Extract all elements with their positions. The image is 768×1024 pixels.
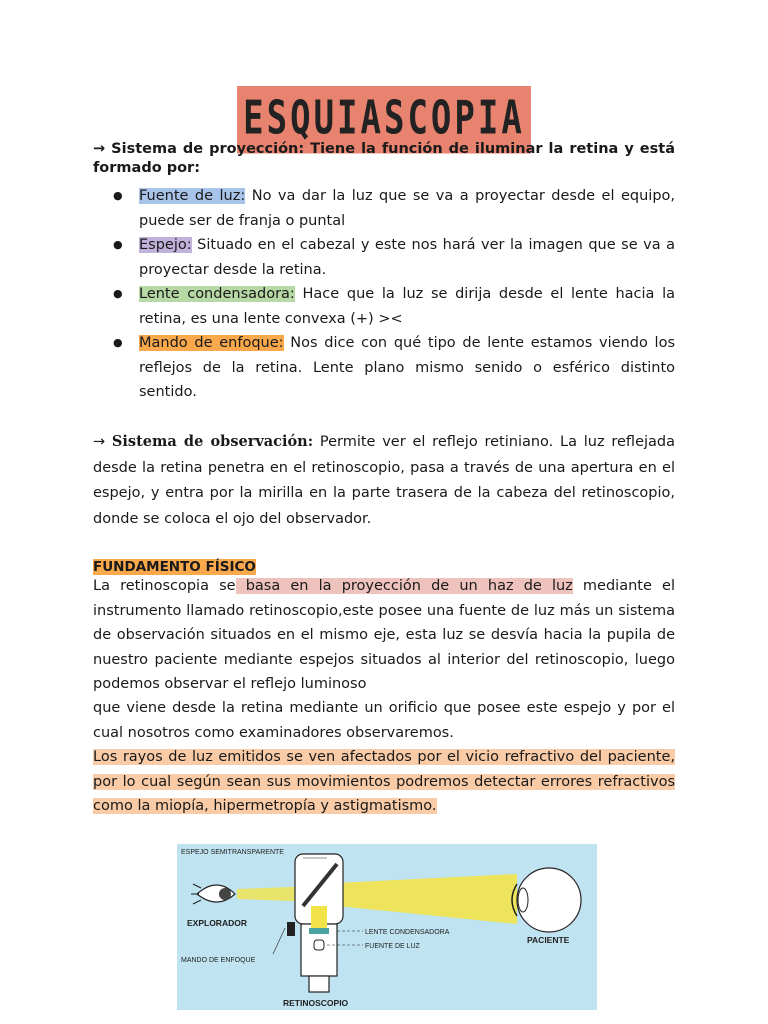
bulb-icon: [314, 940, 324, 950]
fundamento-paragraph-3: [93, 745, 675, 819]
list-item: [93, 184, 675, 233]
label-lente: LENTE CONDENSADORA: [365, 929, 450, 936]
proyeccion-lead: [93, 140, 675, 178]
list-item: [93, 233, 675, 282]
label-fuente: FUENTE DE LUZ: [365, 943, 420, 950]
label-espejo: ESPEJO SEMITRANSPARENTE: [181, 849, 284, 856]
item-term: Fuente de luz:: [139, 188, 246, 204]
observacion-paragraph: [93, 429, 675, 532]
explorer-eye-icon: [191, 884, 235, 904]
inner-beam: [311, 906, 327, 928]
observacion-text: Permite ver el reflejo retiniano. La luz reflejada desde la retina penetra en el retinoscopio, pasa a través de una apertura en el espejo, y entra por la mirilla en la parte trasera de la cabeza del retinoscopio, donde se coloca el ojo del observador.: [93, 434, 675, 527]
title-wrap: [0, 86, 768, 146]
diagram-svg: [177, 844, 597, 1010]
label-explorador: EXPLORADOR: [187, 918, 247, 928]
p1-rest: mediante el instrumento llamado retinoscopio,este posee una fuente de luz más un sistema de observación situados en el mismo eje, esta luz se desvía hacia la pupila de nuestro paciente mediante espejos situados al interior del retinoscopio, luego podemos observar el reflejo luminoso: [93, 578, 675, 692]
light-beam: [317, 874, 517, 924]
proyeccion-lead-text: → Sistema de proyección: Tiene la función de iluminar la retina y está formado por:: [93, 141, 675, 176]
list-item: [93, 331, 675, 405]
patient-eye-icon: [512, 868, 581, 932]
condenser-lens: [309, 928, 329, 934]
list-item: [93, 282, 675, 331]
observacion-term: Sistema de observación:: [111, 433, 314, 450]
p2-text: que viene desde la retina mediante un orificio que posee este espejo y por el cual nosotros como examinadores observaremos.: [93, 700, 675, 741]
item-text: Hace que la luz se dirija desde el lente hacia la retina, es una lente convexa (+) ><: [139, 286, 676, 327]
fundamento-paragraph-2: [93, 696, 675, 745]
label-retinoscopio: RETINOSCOPIO: [283, 998, 349, 1008]
item-term: Espejo:: [139, 237, 192, 253]
p1-start: La retinoscopia se: [93, 578, 236, 594]
label-mando: MANDO DE ENFOQUE: [181, 957, 256, 964]
arrow: →: [93, 434, 112, 450]
item-term: Mando de enfoque:: [139, 335, 284, 351]
component-list: [93, 184, 675, 405]
item-text: Nos dice con qué tipo de lente estamos viendo los reflejos de la retina. Lente plano mismo senido o esférico distinto sentido.: [139, 335, 675, 400]
item-term: Lente condensadora:: [139, 286, 295, 302]
retinoscope-diagram: [177, 844, 597, 1010]
label-paciente: PACIENTE: [527, 935, 570, 945]
item-text: No va dar la luz que se va a proyectar desde el equipo, puede ser de franja o puntal: [139, 188, 676, 229]
fundamento-heading: FUNDAMENTO FÍSICO: [93, 559, 256, 575]
p3-text: Los rayos de luz emitidos se ven afectados por el vicio refractivo del paciente, por lo cual según sean sus movimientos podremos detectar errores refractivos como la miopía, hipermetropía y astigmatismo.: [93, 749, 675, 814]
retinoscope-body: [287, 854, 343, 992]
focus-knob: [287, 922, 295, 936]
item-text: Situado en el cabezal y este nos hará ver la imagen que se va a proyectar desde la retina.: [139, 237, 675, 278]
leader-line: [273, 928, 285, 954]
fundamento-paragraph-1: [93, 574, 675, 697]
p1-highlight: basa en la proyección de un haz de luz: [235, 578, 573, 594]
page-title: ESQUIASCOPIA: [237, 86, 531, 154]
